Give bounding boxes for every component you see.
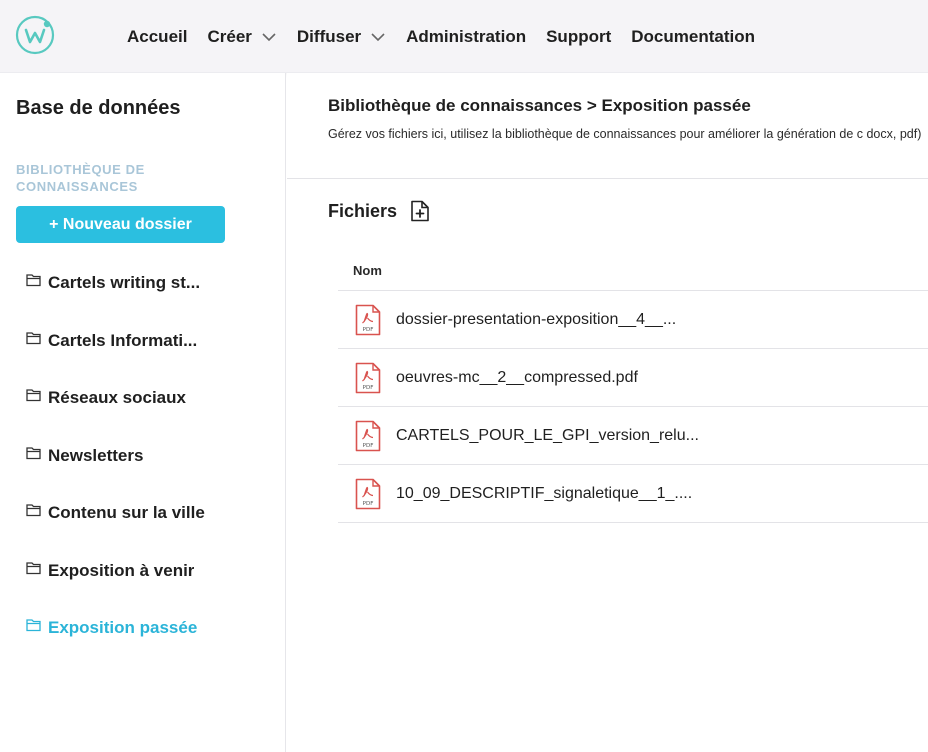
sidebar-folder-item[interactable] (26, 384, 186, 412)
folder-icon (26, 331, 42, 345)
folder-label: Exposition à venir (48, 561, 195, 580)
nav-accueil[interactable] (127, 27, 187, 47)
folder-icon (26, 388, 42, 402)
sidebar-title: Base de données (16, 97, 181, 119)
nav-documentation-label: Documentation (631, 26, 755, 46)
pdf-file-icon (355, 420, 381, 452)
pdf-label: PDF (362, 442, 374, 449)
new-folder-button[interactable]: + Nouveau dossier (16, 206, 225, 243)
nav-administration-label: Administration (406, 26, 527, 46)
sidebar-folder-item-active[interactable] (26, 614, 197, 642)
file-name: CARTELS_POUR_LE_GPI_version_relu... (396, 426, 699, 444)
sidebar-folder-item[interactable] (26, 442, 143, 470)
nav-support-label: Support (546, 26, 612, 46)
nav-diffuser[interactable] (297, 27, 386, 47)
folder-label: Cartels Informati... (48, 331, 198, 350)
main-nav (127, 0, 775, 73)
pdf-file-icon (355, 362, 381, 394)
folder-label: Cartels writing st... (48, 273, 201, 292)
chevron-down-icon (370, 32, 386, 42)
nav-support[interactable] (546, 27, 611, 47)
nav-diffuser-label: Diffuser (296, 26, 362, 46)
folder-icon (26, 618, 42, 632)
table-row[interactable] (338, 407, 928, 465)
folder-icon (26, 446, 42, 460)
table-row[interactable] (338, 291, 928, 349)
sidebar-folder-item[interactable] (26, 557, 194, 585)
folder-label: Contenu sur la ville (48, 503, 205, 522)
pdf-label: PDF (362, 500, 374, 507)
pdf-label: PDF (362, 326, 374, 333)
pdf-file-icon (355, 478, 381, 510)
nav-accueil-label: Accueil (127, 26, 188, 46)
sidebar-folder-item[interactable] (26, 327, 197, 355)
main-content (287, 73, 928, 752)
folder-label: Réseaux sociaux (48, 388, 186, 407)
sidebar-folder-item[interactable] (26, 499, 205, 527)
chevron-down-icon (261, 32, 277, 42)
folder-icon (26, 503, 42, 517)
folder-label: Exposition passée (48, 618, 198, 637)
folder-icon (26, 561, 42, 575)
sidebar-folder-item[interactable] (26, 269, 200, 297)
logo-icon[interactable] (14, 14, 56, 56)
breadcrumb: Bibliothèque de connaissances > Exposition passée (328, 96, 751, 115)
nav-administration[interactable] (406, 27, 526, 47)
files-title: Fichiers (328, 200, 398, 221)
section-label: BIBLIOTHÈQUE DE CONNAISSANCES (16, 162, 145, 194)
table-row[interactable] (338, 465, 928, 523)
pdf-file-icon (355, 304, 381, 336)
folder-label: Newsletters (48, 446, 144, 465)
nav-creer-label: Créer (207, 26, 252, 46)
file-name: 10_09_DESCRIPTIF_signaletique__1_.... (396, 484, 693, 502)
file-name: oeuvres-mc__2__compressed.pdf (396, 368, 638, 386)
pdf-label: PDF (362, 384, 374, 391)
nav-creer[interactable] (207, 27, 276, 47)
divider (287, 178, 928, 179)
sidebar (0, 73, 286, 752)
table-row[interactable] (338, 349, 928, 407)
table-header-name[interactable]: Nom (338, 251, 928, 291)
file-name: dossier-presentation-exposition__4__... (396, 310, 677, 328)
files-header (328, 200, 430, 222)
top-navigation-bar (0, 0, 928, 73)
folder-icon (26, 273, 42, 287)
nav-documentation[interactable] (631, 27, 755, 47)
page-description: Gérez vos fichiers ici, utilisez la bibliothèque de connaissances pour améliorer la génération de c docx, pdf) (328, 127, 922, 141)
files-table (338, 251, 928, 523)
add-file-icon[interactable] (410, 200, 430, 222)
